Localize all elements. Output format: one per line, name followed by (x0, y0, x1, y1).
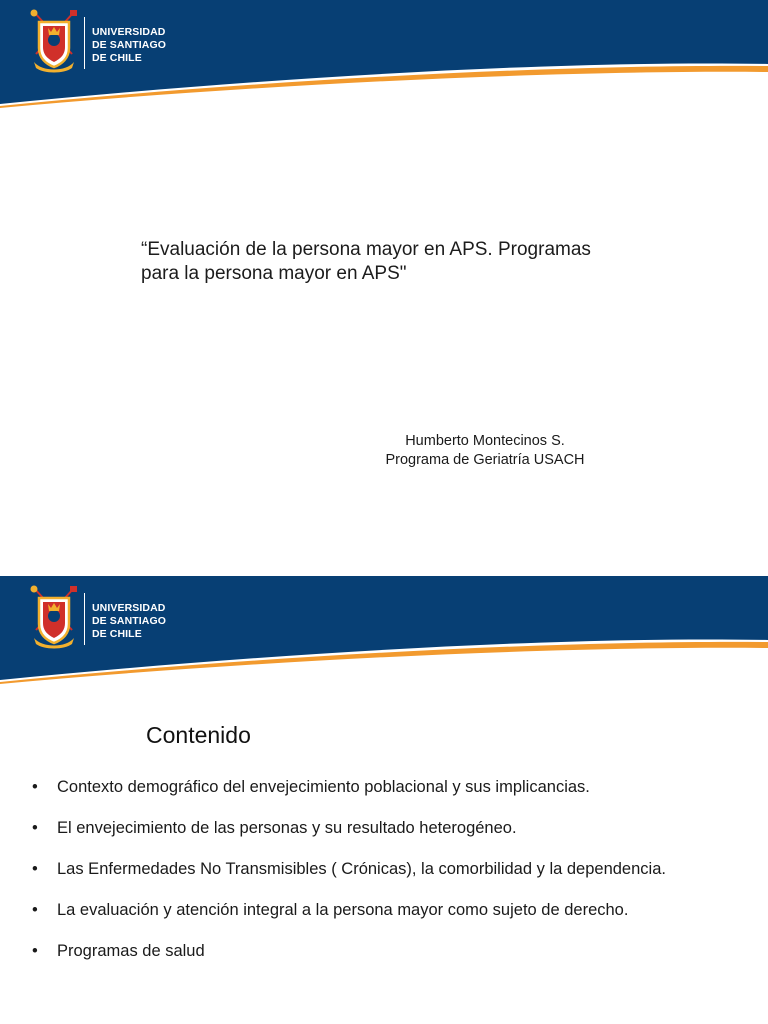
slide-header (0, 0, 768, 110)
bullet-icon: • (32, 942, 38, 960)
list-item-text: La evaluación y atención integral a la persona mayor como sujeto de derecho. (57, 901, 629, 919)
university-name-line-3: DE CHILE (92, 628, 142, 640)
contents-slide (0, 576, 768, 1024)
university-name-line-1: UNIVERSIDAD (92, 602, 166, 614)
list-item (30, 940, 750, 962)
author-block (300, 432, 670, 470)
title-line-2: para la persona mayor en APS" (141, 263, 407, 284)
title-line-1: “Evaluación de la persona mayor en APS. Programas (141, 239, 591, 260)
list-item-text: Contexto demográfico del envejecimiento poblacional y sus implicancias. (57, 778, 590, 796)
university-name-line-2: DE SANTIAGO (92, 615, 167, 627)
contents-list (30, 776, 750, 981)
presentation-title (141, 238, 701, 286)
author-program: Programa de Geriatría USACH (385, 452, 585, 468)
author-name: Humberto Montecinos S. (405, 433, 565, 449)
bullet-icon: • (32, 901, 38, 919)
list-item (30, 817, 750, 839)
list-item (30, 899, 750, 921)
logo-divider (84, 17, 85, 69)
contents-heading: Contenido (146, 722, 251, 748)
university-name-line-3: DE CHILE (92, 52, 142, 64)
university-name (92, 26, 166, 65)
university-crest-logo (28, 584, 80, 650)
slide-header (0, 576, 768, 686)
list-item (30, 858, 750, 880)
university-crest-logo (28, 8, 80, 74)
logo-divider (84, 593, 85, 645)
bullet-icon: • (32, 778, 38, 796)
university-name-line-1: UNIVERSIDAD (92, 26, 166, 38)
bullet-icon: • (32, 860, 38, 878)
bullet-icon: • (32, 819, 38, 837)
list-item (30, 776, 750, 798)
list-item-text: El envejecimiento de las personas y su resultado heterogéneo. (57, 819, 517, 837)
university-name (92, 602, 166, 641)
list-item-text: Las Enfermedades No Transmisibles ( Crónicas), la comorbilidad y la dependencia. (57, 860, 666, 878)
list-item-text: Programas de salud (57, 942, 205, 960)
university-name-line-2: DE SANTIAGO (92, 39, 167, 51)
